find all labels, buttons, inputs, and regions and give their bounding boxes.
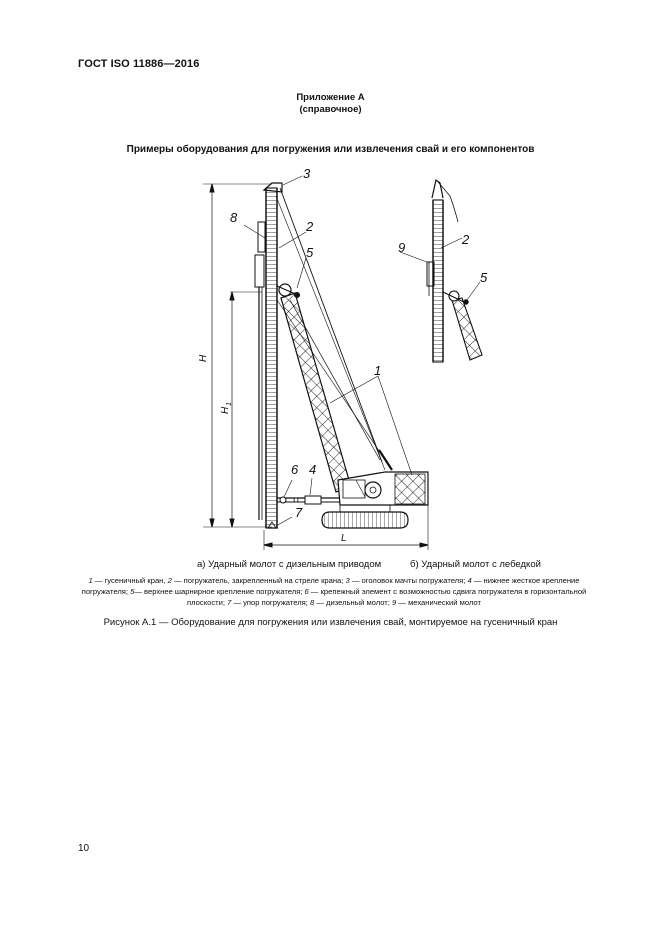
dimension-h1 [230,292,262,527]
label-1: 1 [374,363,382,378]
label-b-5: 5 [480,270,488,285]
legend-item: 5— верхнее шарнирное крепление погружателя; [130,587,305,596]
crane-boom-b [452,298,482,360]
drawing-b-winch-hammer [400,180,482,362]
drawing-a-diesel-hammer [203,176,428,550]
label-dim-h: H [198,354,209,362]
figure-legend [78,575,590,608]
mast [266,188,277,528]
winch-drum [365,482,381,498]
legend-item: 6 — крепежный элемент с возможностью сдвига погружателя в горизонтальной плоскости; [187,587,587,607]
legend-item: 4 — нижнее жесткое крепление погружателя; [81,576,580,596]
label-6: 6 [291,462,299,477]
label-5: 5 [306,245,314,260]
label-dim-h1-sub: 1 [226,402,233,406]
label-dim-h1: H [220,406,231,414]
label-2: 2 [306,219,314,234]
legend-item: 9 — механический молот [392,598,481,607]
label-3: 3 [303,166,311,181]
legend-item: 8 — дизельный молот; [309,598,393,607]
annex-type: (справочное) [299,104,362,115]
caption-a: а) Ударный молот с дизельным приводом [197,559,382,570]
label-4: 4 [309,462,317,477]
legend-item: 7 — упор погружателя; [227,598,310,607]
crawler-track [322,512,408,528]
shift-element [280,497,286,503]
legend-item: 1 — гусеничный кран, [88,576,168,585]
annex-label: Приложение А [296,92,365,103]
document-header: ГОСТ ISO 11886—2016 [78,58,200,70]
caption-b: б) Ударный молот с лебедкой [410,559,541,570]
section-title: Примеры оборудования для погружения или извлечения свай и его компонентов [126,144,535,155]
page-number: 10 [78,843,90,854]
legend-item: 3 — оголовок мачты погружателя; [345,576,468,585]
figure-caption: Рисунок А.1 — Оборудование для погружения или извлечения свай, монтируемое на гусеничный кран [103,617,558,628]
figure-a1-drawing [180,160,520,555]
label-7: 7 [295,505,303,520]
label-b-2: 2 [462,232,470,247]
label-dim-l: L [341,533,347,544]
annex-title [0,92,661,116]
label-b-9: 9 [398,240,406,255]
label-8: 8 [230,210,238,225]
legend-item: 2 — погружатель, закрепленный на стреле крана; [167,576,346,585]
